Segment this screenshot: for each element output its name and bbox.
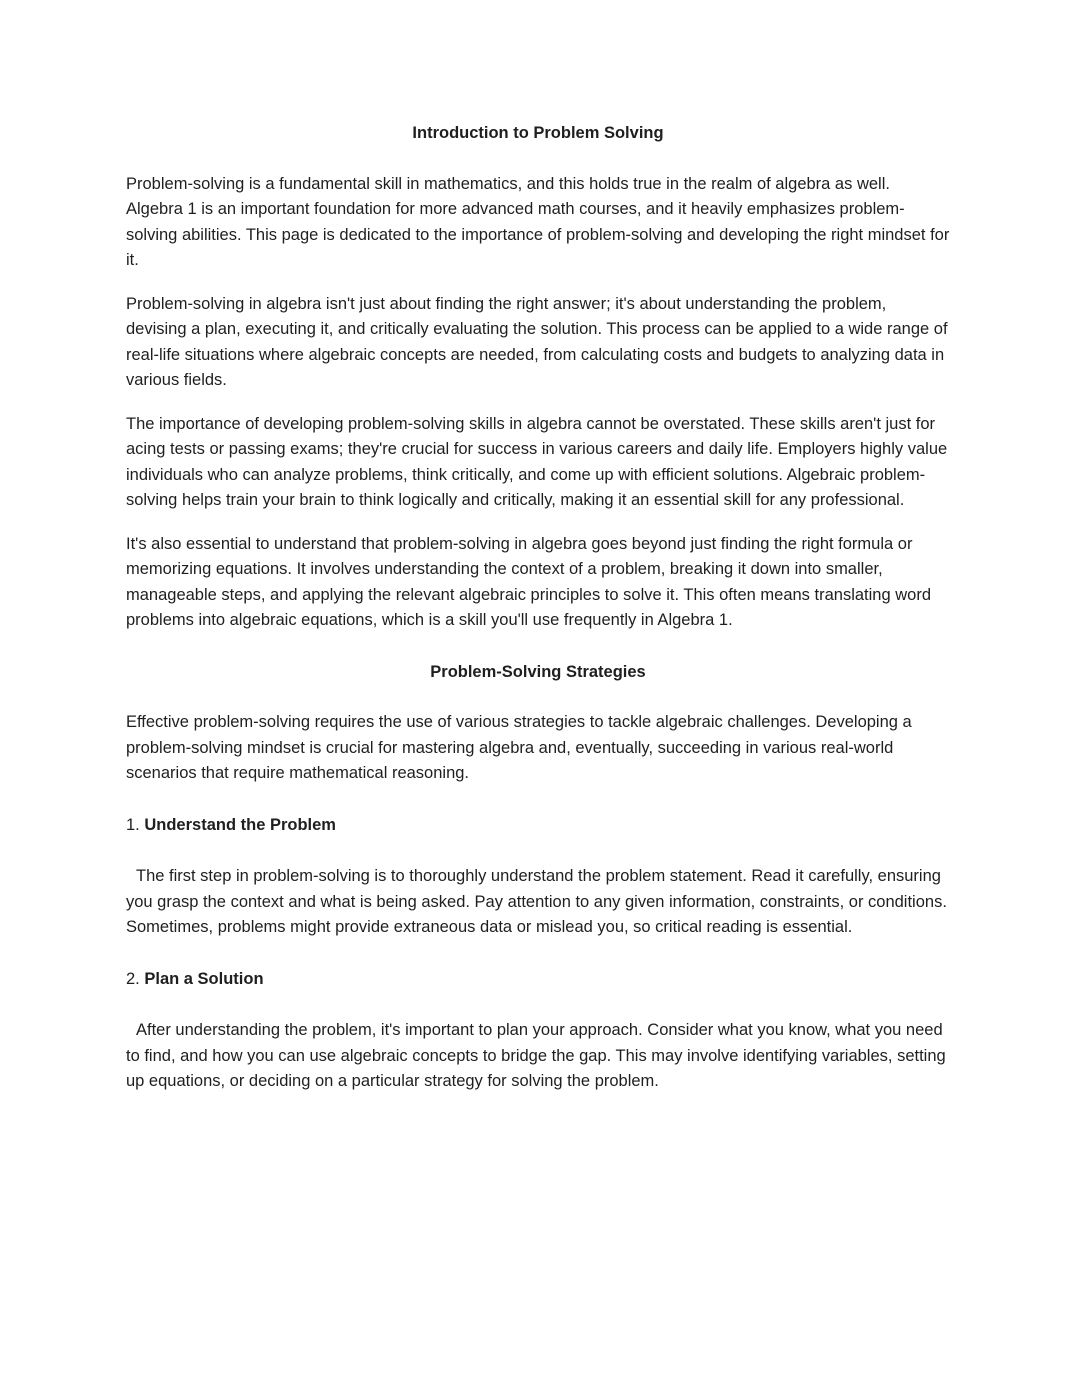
document-content — [126, 121, 950, 1095]
step-2-number: 2. — [126, 969, 140, 988]
intro-paragraph-4: It's also essential to understand that problem-solving in algebra goes beyond just finding the right formula or memorizing equations. It involves understanding the context of a problem, breaking it down into smaller, manageable steps, and applying the relevant algebraic principles to solve it. This often means translating word problems into algebraic equations, which is a skill you'll use frequently in Algebra 1. — [126, 534, 931, 629]
step-1-heading — [126, 813, 950, 839]
strategies-intro-paragraph: Effective problem-solving requires the use of various strategies to tackle algebraic challenges. Developing a problem-solving mindset is crucial for mastering algebra and, eventually, succeeding in various real-world scenarios that require mathematical reasoning. — [126, 713, 912, 782]
step-2-heading — [126, 967, 950, 993]
step-1-title: Understand the Problem — [144, 815, 336, 834]
intro-paragraph-3: The importance of developing problem-solving skills in algebra cannot be overstated. These skills aren't just for acing tests or passing exams; they're crucial for success in various careers and daily life. Employers highly value individuals who can analyze problems, think critically, and come up with efficient solutions. Algebraic problem-solving helps train your brain to think logically and critically, making it an essential skill for any professional. — [126, 414, 948, 509]
intro-paragraph-2: Problem-solving in algebra isn't just about finding the right answer; it's about understanding the problem, devising a plan, executing it, and critically evaluating the solution. This process can be applied to a wide range of real-life situations where algebraic concepts are needed, from calculating costs and budgets to analyzing data in various fields. — [126, 294, 948, 389]
strategies-heading: Problem-Solving Strategies — [430, 662, 646, 681]
intro-paragraph-1: Problem-solving is a fundamental skill in mathematics, and this holds true in the realm of algebra as well. Algebra 1 is an important foundation for more advanced math courses, and it heavily emphasizes problem-solving abilities. This page is dedicated to the importance of problem-solving and developing the right mindset for it. — [126, 174, 950, 269]
step-2-body: After understanding the problem, it's important to plan your approach. Consider what you know, what you need to find, and how you can use algebraic concepts to bridge the gap. This may involve identifying variables, setting up equations, or deciding on a particular strategy for solving the problem. — [126, 1021, 946, 1090]
step-2-title: Plan a Solution — [144, 969, 264, 988]
step-1-body: The first step in problem-solving is to thoroughly understand the problem statement. Read it carefully, ensuring you grasp the context and what is being asked. Pay attention to any given information, constraints, or conditions. Sometimes, problems might provide extraneous data or mislead you, so critical reading is essential. — [126, 867, 947, 936]
document-title: Introduction to Problem Solving — [412, 124, 664, 142]
step-1-number: 1. — [126, 815, 140, 834]
